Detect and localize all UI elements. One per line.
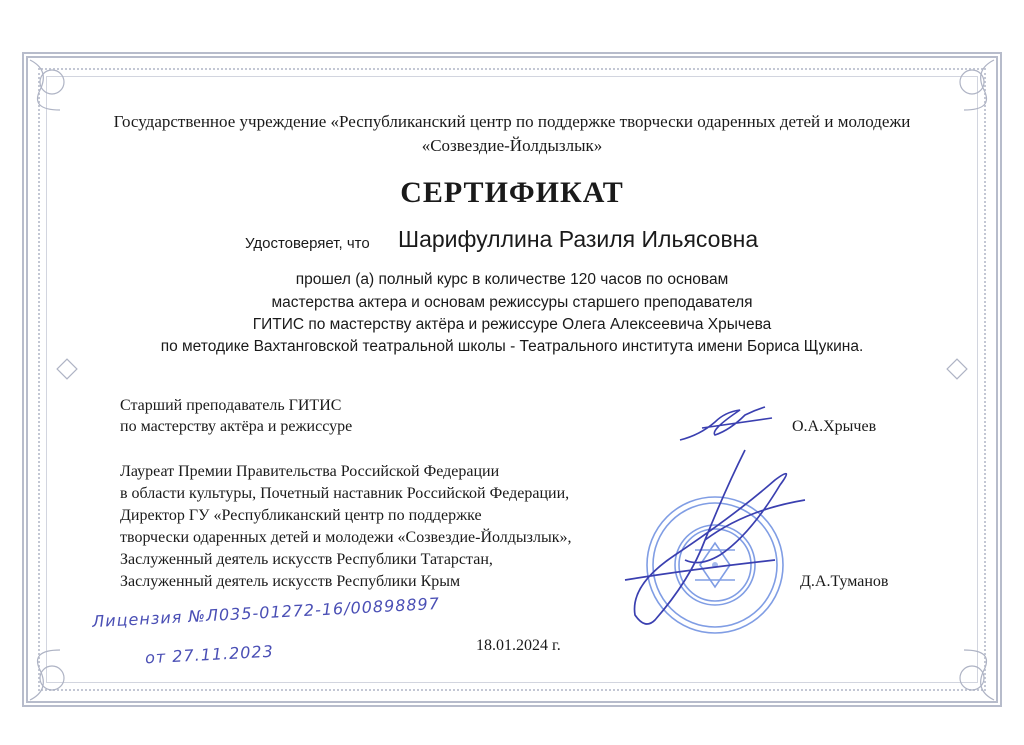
signatory2-title-line: Лауреат Премии Правительства Российской Федерации xyxy=(120,463,500,480)
recipient-name: Шарифуллина Разиля Ильясовна xyxy=(398,226,759,252)
body-line: прошел (а) полный курс в количестве 120 часов по основам xyxy=(295,271,729,288)
signatory2-title-line: Заслуженный деятель искусств Республики Татарстан, xyxy=(120,551,493,568)
certifies-label: Удостоверяет, что xyxy=(245,235,370,252)
body-line: по методике Вахтанговской театральной школы - Театрального института имени Бориса Щукина. xyxy=(160,338,864,355)
signatory1-title-line: Старший преподаватель ГИТИС xyxy=(120,397,342,414)
body-line: ГИТИС по мастерству актёра и режиссуре Олега Алексеевича Хрычева xyxy=(252,316,772,333)
signature-tumanov xyxy=(585,440,825,640)
body-line: мастерства актера и основам режиссуры старшего преподавателя xyxy=(271,294,753,311)
signatory2-title-line: Заслуженный деятель искусств Республики Крым xyxy=(120,573,461,590)
license-date-handwritten: от 27.11.2023 xyxy=(144,641,275,668)
signatory1-name: О.А.Хрычев xyxy=(792,418,877,435)
issuer-line-2: «Созвездие-Йолдызлык» xyxy=(421,136,603,155)
signatory1-title-line: по мастерству актёра и режиссуре xyxy=(120,418,353,435)
issuer-line-1: Государственное учреждение «Республиканский центр по поддержке творчески одаренных детей и молодежи xyxy=(113,112,911,131)
issue-date: 18.01.2024 г. xyxy=(476,637,561,654)
signatory2-title-line: Директор ГУ «Республиканский центр по поддержке xyxy=(120,507,482,524)
signatory2-name: Д.А.Туманов xyxy=(800,573,889,590)
license-number-handwritten: Лицензия №Л035-01272-16/00898897 xyxy=(91,593,441,632)
signatory2-title-line: творчески одаренных детей и молодежи «Созвездие-Йолдызлык», xyxy=(120,529,572,546)
certificate-title: СЕРТИФИКАТ xyxy=(400,176,624,209)
signatory2-title-line: в области культуры, Почетный наставник Российской Федерации, xyxy=(120,485,570,502)
